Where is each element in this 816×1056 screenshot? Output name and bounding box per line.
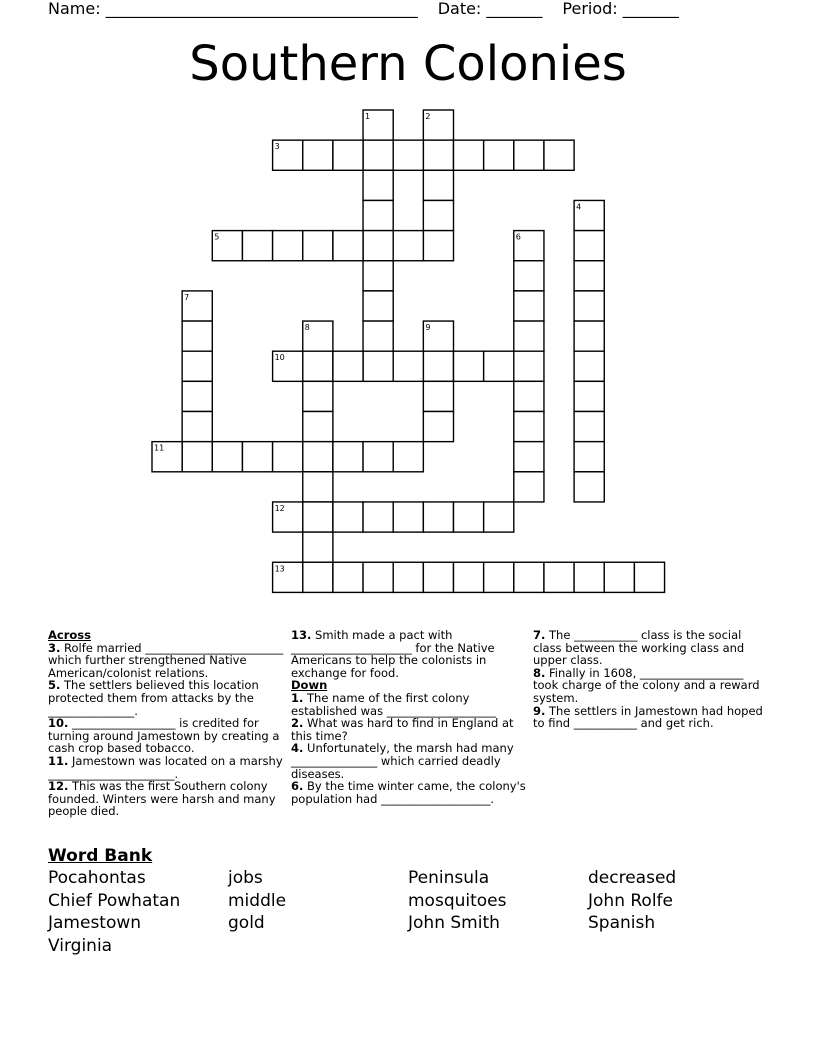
grid-cell[interactable]: [423, 231, 453, 261]
grid-cell[interactable]: [363, 562, 393, 592]
grid-cell[interactable]: [303, 472, 333, 502]
grid-cell[interactable]: [303, 231, 333, 261]
grid-cell[interactable]: [363, 170, 393, 200]
grid-cell[interactable]: [182, 381, 212, 411]
grid-cell[interactable]: [574, 261, 604, 291]
clue-down-7: 7. The ___________ class is the social class between the working class and upper class.: [533, 628, 745, 668]
clue-number: 4: [576, 202, 582, 212]
clues-column-1: [48, 629, 284, 818]
clue-across-13: 13. Smith made a pact with _____________________ for the Native Americans to help the colonists in exchange for food.: [291, 628, 495, 680]
grid-cell[interactable]: [514, 140, 544, 170]
grid-cell[interactable]: [303, 562, 333, 592]
grid-cell[interactable]: [423, 562, 453, 592]
grid-cell[interactable]: [182, 321, 212, 351]
grid-cell[interactable]: [273, 442, 303, 472]
grid-cell[interactable]: [484, 140, 514, 170]
grid-cell[interactable]: [423, 502, 453, 532]
word-bank-item: Peninsula: [408, 868, 490, 888]
clues-column-3: [533, 629, 769, 730]
period-blank[interactable]: _______: [622, 0, 679, 18]
grid-cell[interactable]: [303, 381, 333, 411]
grid-cell[interactable]: [423, 200, 453, 230]
word-bank-item: John Rolfe: [588, 890, 673, 911]
grid-cell[interactable]: [182, 442, 212, 472]
grid-cell[interactable]: [333, 442, 363, 472]
grid-cell[interactable]: [423, 140, 453, 170]
grid-cell[interactable]: [363, 291, 393, 321]
grid-cell[interactable]: [182, 351, 212, 381]
grid-cell[interactable]: [574, 291, 604, 321]
clue-number: 9: [425, 323, 431, 333]
word-bank-item: decreased: [588, 868, 677, 888]
clue-number: 12: [274, 503, 285, 513]
grid-cell[interactable]: [303, 140, 333, 170]
clue-number: 13: [274, 564, 285, 574]
grid-cell[interactable]: [273, 231, 303, 261]
page-title: Southern Colonies: [189, 36, 627, 92]
clue-number: 3: [274, 142, 280, 152]
grid-cell[interactable]: [574, 442, 604, 472]
clue-down-9: 9. The settlers in Jamestown had hoped to find ___________ and get rich.: [533, 703, 763, 731]
grid-cell[interactable]: [363, 261, 393, 291]
clue-number: 6: [515, 232, 521, 242]
date-blank[interactable]: _______: [486, 0, 543, 18]
grid-cell[interactable]: [423, 170, 453, 200]
grid-cell[interactable]: [514, 412, 544, 442]
clue-number: 10: [274, 353, 285, 363]
grid-cell[interactable]: [454, 140, 484, 170]
grid-cell[interactable]: [423, 351, 453, 381]
grid-cell[interactable]: [333, 140, 363, 170]
clue-down-1: 1. The name of the first colony established was ___________________: [291, 690, 496, 718]
clue-number: 5: [214, 232, 220, 242]
grid-cell[interactable]: [363, 351, 393, 381]
grid-cell[interactable]: [363, 200, 393, 230]
grid-cell[interactable]: [393, 351, 423, 381]
name-blank[interactable]: _______________________________________: [105, 0, 418, 18]
grid-cell[interactable]: [423, 381, 453, 411]
word-bank-item: Chief Powhatan: [48, 890, 181, 911]
grid-cell[interactable]: [484, 351, 514, 381]
clue-across-12: 12. This was the first Southern colony founded. Winters were harsh and many people died.: [48, 779, 276, 819]
word-bank-item: middle: [228, 890, 287, 911]
grid-cell[interactable]: [333, 231, 363, 261]
grid-cell[interactable]: [454, 562, 484, 592]
grid-cell[interactable]: [514, 321, 544, 351]
clue-number: 1: [365, 112, 371, 121]
clue-across-5: 5. The settlers believed this location protected them from attacks by the _______________.: [48, 678, 259, 718]
grid-cell[interactable]: [604, 562, 634, 592]
grid-cell[interactable]: [514, 291, 544, 321]
period-label: Period:: [562, 0, 623, 18]
word-bank-item: Jamestown: [48, 913, 142, 934]
across-heading: Across: [48, 628, 91, 642]
grid-cell[interactable]: [393, 140, 423, 170]
grid-cell[interactable]: [333, 502, 363, 532]
clues-column-2: [291, 629, 527, 805]
grid-cell[interactable]: [333, 351, 363, 381]
grid-cell[interactable]: [574, 231, 604, 261]
word-bank-item: Pocahontas: [48, 868, 146, 888]
grid-cell[interactable]: [574, 321, 604, 351]
grid-cell[interactable]: [514, 351, 544, 381]
word-bank-item: gold: [228, 913, 265, 934]
grid-cell[interactable]: [303, 412, 333, 442]
grid-cell[interactable]: [242, 231, 272, 261]
word-bank-item: mosquitoes: [408, 890, 507, 911]
down-heading: Down: [291, 678, 328, 693]
clue-across-3: 3. Rolfe married ________________________ which further strengthened Native American/colonist relations.: [48, 640, 284, 680]
name-label: Name:: [48, 0, 106, 18]
date-label: Date:: [437, 0, 487, 18]
grid-cell[interactable]: [363, 442, 393, 472]
grid-cell[interactable]: [393, 502, 423, 532]
grid-cell[interactable]: [303, 442, 333, 472]
grid-cell[interactable]: [454, 502, 484, 532]
grid-cell[interactable]: [484, 502, 514, 532]
grid-cell[interactable]: [574, 351, 604, 381]
grid-cell[interactable]: [363, 140, 393, 170]
clue-across-11: 11. Jamestown was located on a marshy ______________________.: [48, 753, 283, 781]
grid-cell[interactable]: [393, 442, 423, 472]
word-bank-item: John Smith: [408, 913, 500, 934]
grid-cell[interactable]: [423, 412, 453, 442]
word-bank-item: Spanish: [588, 913, 656, 934]
grid-cell[interactable]: [514, 381, 544, 411]
grid-cell[interactable]: [393, 562, 423, 592]
grid-cell[interactable]: [363, 231, 393, 261]
grid-cell[interactable]: [514, 562, 544, 592]
grid-cell[interactable]: [303, 502, 333, 532]
grid-cell[interactable]: [363, 502, 393, 532]
clue-across-10: 10. __________________ is credited for turning around Jamestown by creating a cash crop based tobacco.: [48, 716, 280, 756]
clue-number: 8: [304, 323, 310, 333]
grid-cell[interactable]: [514, 261, 544, 291]
clue-down-4: 4. Unfortunately, the marsh had many _______________ which carried deadly diseases.: [291, 741, 514, 781]
clue-down-2: 2. What was hard to find in England at this time?: [291, 716, 514, 743]
clue-number: 2: [425, 112, 431, 121]
clue-number: 11: [154, 443, 165, 453]
grid-cell[interactable]: [303, 351, 333, 381]
grid-cell[interactable]: [574, 381, 604, 411]
grid-cell[interactable]: [363, 321, 393, 351]
grid-cell[interactable]: [574, 472, 604, 502]
clue-down-6: 6. By the time winter came, the colony's population had ___________________.: [291, 779, 526, 806]
word-bank-item: Virginia: [48, 935, 113, 956]
grid-cell[interactable]: [182, 412, 212, 442]
grid-cell[interactable]: [514, 442, 544, 472]
grid-cell[interactable]: [574, 412, 604, 442]
grid-cell[interactable]: [212, 442, 242, 472]
grid-cell[interactable]: [454, 351, 484, 381]
word-bank-title: Word Bank: [48, 846, 153, 866]
grid-cell[interactable]: [544, 562, 574, 592]
grid-cell[interactable]: [393, 231, 423, 261]
grid-cell[interactable]: [303, 532, 333, 562]
grid-cell[interactable]: [333, 562, 363, 592]
clue-number: 7: [184, 292, 190, 302]
grid-cell[interactable]: [574, 562, 604, 592]
grid-cell[interactable]: [484, 562, 514, 592]
grid-cell[interactable]: [514, 472, 544, 502]
grid-cell[interactable]: [634, 562, 664, 592]
clue-down-8: 8. Finally in 1608, __________________ took charge of the colony and a reward system.: [533, 665, 760, 705]
word-bank-item: jobs: [228, 868, 263, 888]
grid-cell[interactable]: [242, 442, 272, 472]
grid-cell[interactable]: [544, 140, 574, 170]
